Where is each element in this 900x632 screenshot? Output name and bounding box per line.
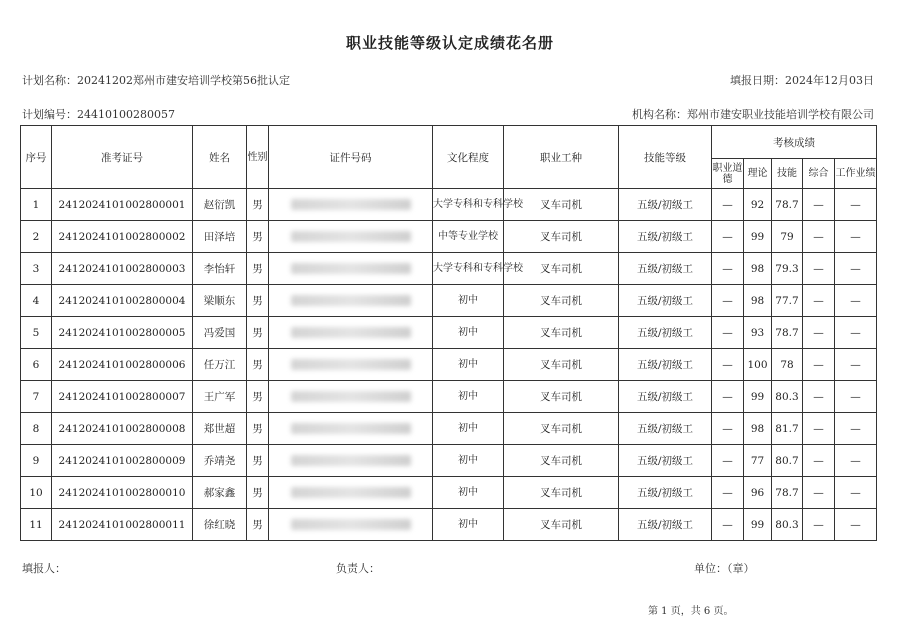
cell-comprehensive: — xyxy=(803,477,835,509)
redacted-id-blur xyxy=(291,263,411,274)
cell-occupation: 叉车司机 xyxy=(504,477,619,509)
cell-performance: — xyxy=(835,349,877,381)
header-seq: 序号 xyxy=(21,126,52,189)
cell-level: 五级/初级工 xyxy=(619,445,712,477)
cell-comprehensive: — xyxy=(803,189,835,221)
cell-occupation: 叉车司机 xyxy=(504,317,619,349)
cell-ethics: — xyxy=(712,189,744,221)
table-row xyxy=(21,285,877,317)
cell-name: 郝家鑫 xyxy=(193,477,247,509)
header-occupation: 职业工种 xyxy=(504,126,619,189)
cell-theory: 96 xyxy=(744,477,772,509)
cell-education: 初中 xyxy=(433,509,504,541)
cell-theory: 77 xyxy=(744,445,772,477)
cell-theory: 99 xyxy=(744,509,772,541)
table-row xyxy=(21,253,877,285)
cell-gender: 男 xyxy=(247,413,269,445)
cell-comprehensive: — xyxy=(803,285,835,317)
cell-seq: 3 xyxy=(21,253,52,285)
cell-seq: 1 xyxy=(21,189,52,221)
cell-education: 大学专科和专科学校 xyxy=(433,189,504,221)
cell-comprehensive: — xyxy=(803,317,835,349)
cell-skill: 77.7 xyxy=(772,285,803,317)
table-row xyxy=(21,189,877,221)
cell-gender: 男 xyxy=(247,285,269,317)
header-gender: 性别 xyxy=(247,126,269,189)
cell-skill: 80.7 xyxy=(772,445,803,477)
cell-exam-no: 2412024101002800004 xyxy=(52,285,193,317)
cell-ethics: — xyxy=(712,413,744,445)
cell-theory: 99 xyxy=(744,381,772,413)
table-row xyxy=(21,349,877,381)
table-row xyxy=(21,317,877,349)
cell-name: 梁顺东 xyxy=(193,285,247,317)
cell-name: 冯爱国 xyxy=(193,317,247,349)
cell-theory: 100 xyxy=(744,349,772,381)
cell-seq: 8 xyxy=(21,413,52,445)
page-indicator: 第 1 页，共 6 页。 xyxy=(648,606,734,617)
cell-occupation: 叉车司机 xyxy=(504,221,619,253)
cell-seq: 4 xyxy=(21,285,52,317)
cell-gender: 男 xyxy=(247,189,269,221)
plan-number: 计划编号：24410100280057 xyxy=(22,108,175,121)
redacted-id-blur xyxy=(291,519,411,530)
header-comprehensive: 综合 xyxy=(803,159,835,189)
roster-table xyxy=(20,125,877,541)
cell-exam-no: 2412024101002800003 xyxy=(52,253,193,285)
cell-name: 王广军 xyxy=(193,381,247,413)
cell-id-no-redacted xyxy=(269,349,433,381)
redacted-id-blur xyxy=(291,487,411,498)
cell-exam-no: 2412024101002800002 xyxy=(52,221,193,253)
cell-comprehensive: — xyxy=(803,381,835,413)
cell-level: 五级/初级工 xyxy=(619,509,712,541)
cell-level: 五级/初级工 xyxy=(619,477,712,509)
cell-skill: 78.7 xyxy=(772,477,803,509)
cell-id-no-redacted xyxy=(269,381,433,413)
cell-name: 乔靖尧 xyxy=(193,445,247,477)
cell-level: 五级/初级工 xyxy=(619,317,712,349)
redacted-id-blur xyxy=(291,455,411,466)
cell-id-no-redacted xyxy=(269,477,433,509)
header-level: 技能等级 xyxy=(619,126,712,189)
cell-education: 初中 xyxy=(433,317,504,349)
cell-ethics: — xyxy=(712,221,744,253)
cell-skill: 78 xyxy=(772,349,803,381)
cell-performance: — xyxy=(835,445,877,477)
cell-seq: 5 xyxy=(21,317,52,349)
cell-id-no-redacted xyxy=(269,413,433,445)
cell-exam-no: 2412024101002800006 xyxy=(52,349,193,381)
redacted-id-blur xyxy=(291,423,411,434)
cell-id-no-redacted xyxy=(269,253,433,285)
cell-education: 初中 xyxy=(433,477,504,509)
header-performance: 工作业绩 xyxy=(835,159,877,189)
cell-exam-no: 2412024101002800011 xyxy=(52,509,193,541)
cell-performance: — xyxy=(835,317,877,349)
cell-seq: 7 xyxy=(21,381,52,413)
cell-skill: 79.3 xyxy=(772,253,803,285)
cell-ethics: — xyxy=(712,317,744,349)
cell-exam-no: 2412024101002800005 xyxy=(52,317,193,349)
cell-name: 赵衍凯 xyxy=(193,189,247,221)
roster-body xyxy=(21,189,877,541)
cell-gender: 男 xyxy=(247,317,269,349)
cell-seq: 2 xyxy=(21,221,52,253)
cell-comprehensive: — xyxy=(803,349,835,381)
header-education: 文化程度 xyxy=(433,126,504,189)
cell-education: 初中 xyxy=(433,381,504,413)
header-skill: 技能 xyxy=(772,159,803,189)
cell-id-no-redacted xyxy=(269,509,433,541)
cell-occupation: 叉车司机 xyxy=(504,285,619,317)
cell-seq: 10 xyxy=(21,477,52,509)
header-id-no: 证件号码 xyxy=(269,126,433,189)
cell-ethics: — xyxy=(712,349,744,381)
cell-occupation: 叉车司机 xyxy=(504,413,619,445)
cell-id-no-redacted xyxy=(269,221,433,253)
cell-name: 徐红晓 xyxy=(193,509,247,541)
cell-comprehensive: — xyxy=(803,253,835,285)
cell-gender: 男 xyxy=(247,381,269,413)
cell-performance: — xyxy=(835,189,877,221)
cell-gender: 男 xyxy=(247,509,269,541)
cell-level: 五级/初级工 xyxy=(619,413,712,445)
cell-education: 初中 xyxy=(433,285,504,317)
cell-education: 中等专业学校 xyxy=(433,221,504,253)
cell-seq: 11 xyxy=(21,509,52,541)
cell-name: 田泽培 xyxy=(193,221,247,253)
cell-exam-no: 2412024101002800010 xyxy=(52,477,193,509)
cell-theory: 99 xyxy=(744,221,772,253)
cell-ethics: — xyxy=(712,285,744,317)
header-name: 姓名 xyxy=(193,126,247,189)
redacted-id-blur xyxy=(291,327,411,338)
redacted-id-blur xyxy=(291,199,411,210)
cell-occupation: 叉车司机 xyxy=(504,189,619,221)
cell-comprehensive: — xyxy=(803,221,835,253)
table-row xyxy=(21,413,877,445)
table-row xyxy=(21,445,877,477)
cell-name: 任万江 xyxy=(193,349,247,381)
cell-ethics: — xyxy=(712,445,744,477)
cell-theory: 93 xyxy=(744,317,772,349)
cell-exam-no: 2412024101002800007 xyxy=(52,381,193,413)
header-scores: 考核成绩 xyxy=(712,126,877,159)
header-exam-no: 准考证号 xyxy=(52,126,193,189)
cell-theory: 98 xyxy=(744,413,772,445)
cell-id-no-redacted xyxy=(269,285,433,317)
cell-gender: 男 xyxy=(247,221,269,253)
cell-education: 初中 xyxy=(433,413,504,445)
cell-gender: 男 xyxy=(247,445,269,477)
table-row xyxy=(21,477,877,509)
cell-gender: 男 xyxy=(247,349,269,381)
cell-theory: 98 xyxy=(744,285,772,317)
redacted-id-blur xyxy=(291,231,411,242)
cell-skill: 78.7 xyxy=(772,189,803,221)
cell-id-no-redacted xyxy=(269,189,433,221)
cell-theory: 92 xyxy=(744,189,772,221)
cell-level: 五级/初级工 xyxy=(619,189,712,221)
cell-skill: 80.3 xyxy=(772,381,803,413)
cell-occupation: 叉车司机 xyxy=(504,445,619,477)
cell-seq: 9 xyxy=(21,445,52,477)
cell-level: 五级/初级工 xyxy=(619,253,712,285)
cell-performance: — xyxy=(835,477,877,509)
cell-occupation: 叉车司机 xyxy=(504,381,619,413)
cell-performance: — xyxy=(835,381,877,413)
cell-level: 五级/初级工 xyxy=(619,349,712,381)
cell-occupation: 叉车司机 xyxy=(504,253,619,285)
cell-occupation: 叉车司机 xyxy=(504,509,619,541)
plan-name: 计划名称：20241202郑州市建安培训学校第56批认定 xyxy=(22,74,290,87)
document-title: 职业技能等级认定成绩花名册 xyxy=(345,34,554,52)
cell-id-no-redacted xyxy=(269,445,433,477)
redacted-id-blur xyxy=(291,295,411,306)
filler-label: 填报人： xyxy=(22,562,66,575)
cell-exam-no: 2412024101002800009 xyxy=(52,445,193,477)
cell-occupation: 叉车司机 xyxy=(504,349,619,381)
cell-skill: 79 xyxy=(772,221,803,253)
cell-name: 李怡轩 xyxy=(193,253,247,285)
header-ethics: 职业道德 xyxy=(712,159,744,189)
header-theory: 理论 xyxy=(744,159,772,189)
cell-performance: — xyxy=(835,221,877,253)
cell-level: 五级/初级工 xyxy=(619,221,712,253)
cell-comprehensive: — xyxy=(803,445,835,477)
cell-ethics: — xyxy=(712,253,744,285)
cell-performance: — xyxy=(835,413,877,445)
cell-gender: 男 xyxy=(247,477,269,509)
cell-id-no-redacted xyxy=(269,317,433,349)
cell-ethics: — xyxy=(712,509,744,541)
fill-date: 填报日期：2024年12月03日 xyxy=(730,74,874,87)
cell-performance: — xyxy=(835,285,877,317)
cell-gender: 男 xyxy=(247,253,269,285)
table-row xyxy=(21,221,877,253)
organization-name: 机构名称：郑州市建安职业技能培训学校有限公司 xyxy=(632,108,874,121)
cell-education: 初中 xyxy=(433,349,504,381)
cell-education: 初中 xyxy=(433,445,504,477)
cell-exam-no: 2412024101002800008 xyxy=(52,413,193,445)
cell-level: 五级/初级工 xyxy=(619,285,712,317)
redacted-id-blur xyxy=(291,359,411,370)
cell-education: 大学专科和专科学校 xyxy=(433,253,504,285)
table-row xyxy=(21,509,877,541)
cell-skill: 81.7 xyxy=(772,413,803,445)
cell-skill: 78.7 xyxy=(772,317,803,349)
cell-name: 郑世超 xyxy=(193,413,247,445)
cell-exam-no: 2412024101002800001 xyxy=(52,189,193,221)
cell-performance: — xyxy=(835,509,877,541)
cell-theory: 98 xyxy=(744,253,772,285)
table-row xyxy=(21,381,877,413)
cell-comprehensive: — xyxy=(803,413,835,445)
cell-skill: 80.3 xyxy=(772,509,803,541)
cell-seq: 6 xyxy=(21,349,52,381)
cell-ethics: — xyxy=(712,477,744,509)
cell-comprehensive: — xyxy=(803,509,835,541)
redacted-id-blur xyxy=(291,391,411,402)
responsible-label: 负责人： xyxy=(336,562,380,575)
cell-performance: — xyxy=(835,253,877,285)
cell-ethics: — xyxy=(712,381,744,413)
cell-level: 五级/初级工 xyxy=(619,381,712,413)
unit-seal-label: 单位：（章） xyxy=(694,562,755,575)
